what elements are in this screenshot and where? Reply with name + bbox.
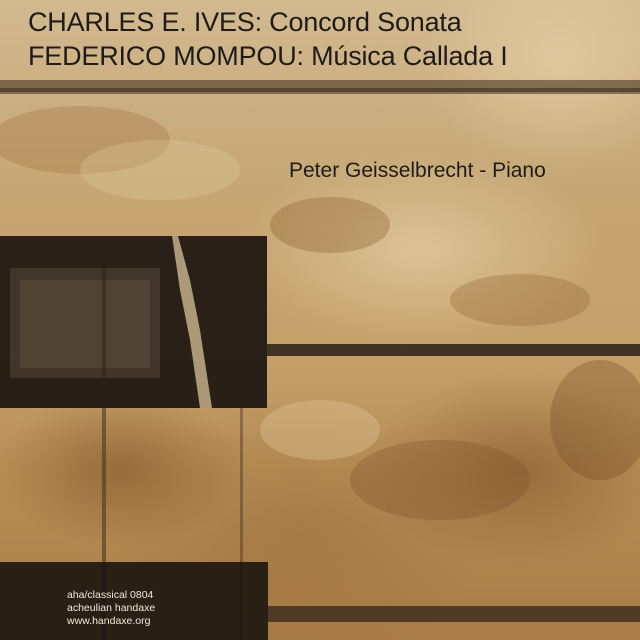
title-ives: CHARLES E. IVES: Concord Sonata xyxy=(28,7,462,37)
stain xyxy=(270,197,390,253)
middle-dark-line xyxy=(267,344,640,356)
stain xyxy=(450,274,590,326)
catalog-number: aha/classical 0804 xyxy=(67,589,154,601)
top-dark-band-shadow xyxy=(0,88,640,94)
light-patch xyxy=(80,140,240,200)
performer-credit: Peter Geisselbrecht - Piano xyxy=(289,159,546,182)
label-website: www.handaxe.org xyxy=(67,615,151,627)
stain xyxy=(550,360,640,480)
label-info xyxy=(67,589,155,628)
label-name: acheulian handaxe xyxy=(67,602,156,614)
light-patch xyxy=(260,400,380,460)
bottom-dark-line xyxy=(268,606,640,622)
inner-grey-panel-light xyxy=(20,280,150,368)
title-mompou: FEDERICO MOMPOU: Música Callada I xyxy=(28,41,508,71)
stain xyxy=(350,440,530,520)
